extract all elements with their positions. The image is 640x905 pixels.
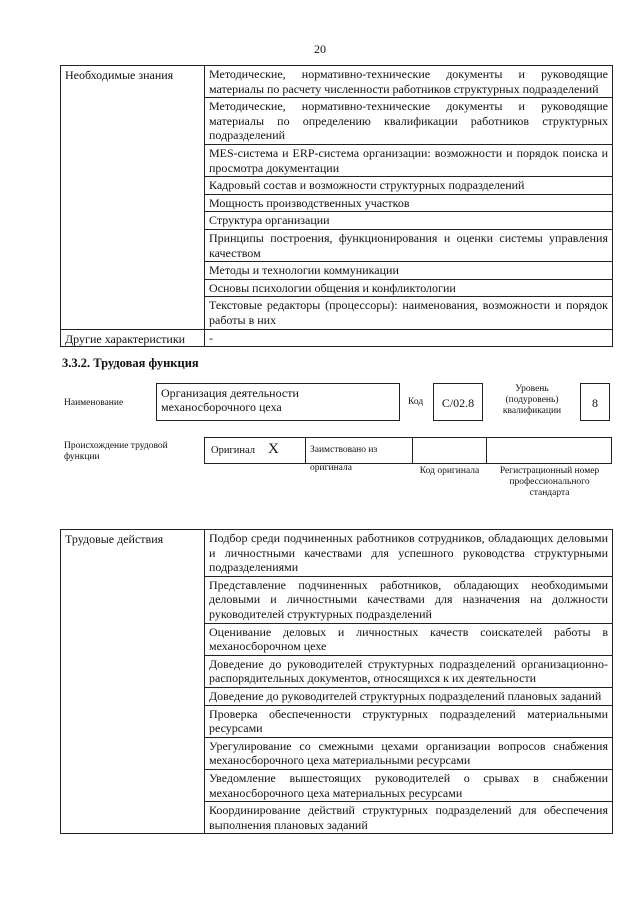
knowledge-table: [60, 65, 613, 347]
labor-action-item: Оценивание деловых и личностных качеств соискателей работы в механосборочном цехе: [205, 623, 613, 655]
labor-action-item: Представление подчиненных работников, обладающих необходимыми деловыми и личностными качествами для назначения на должности руководителей структурных подразделений: [205, 576, 613, 623]
level-value-box: [580, 383, 610, 421]
original-mark: X: [268, 441, 279, 457]
labor-action-item: Урегулирование со смежными цехами организации вопросов снабжения механосборочного цеха материальными ресурсами: [205, 737, 613, 769]
name-value-box: [156, 383, 400, 421]
knowledge-item: Методические, нормативно-технические документы и руководящие материалы по определению квалификации работников структурных подразделений: [205, 98, 613, 145]
knowledge-item: Принципы построения, функционирования и оценки системы управления качеством: [205, 229, 613, 261]
code-value-box: [433, 383, 483, 421]
registration-number-cell: [486, 437, 612, 464]
page-number: 20: [314, 42, 326, 56]
labor-actions-label: Трудовые действия: [61, 530, 205, 834]
labor-action-item: Координирование действий структурных подразделений для обеспечения выполнения плановых заданий: [205, 802, 613, 834]
other-characteristics-value: -: [205, 329, 613, 347]
knowledge-item: Текстовые редакторы (процессоры): наименования, возможности и порядок работы в них: [205, 297, 613, 329]
code-value: С/02.8: [441, 396, 475, 410]
knowledge-item: Кадровый состав и возможности структурных подразделений: [205, 177, 613, 195]
origin-label: Происхождение трудовой функции: [64, 441, 168, 462]
name-label: Наименование: [64, 398, 124, 408]
knowledge-item: Структура организации: [205, 212, 613, 230]
section-heading: 3.3.2. Трудовая функция: [62, 356, 199, 370]
knowledge-item: Основы психологии общения и конфликтологии: [205, 279, 613, 297]
original-label: Оригинал: [211, 445, 255, 456]
original-cell: [204, 437, 306, 464]
other-characteristics-label: Другие характеристики: [61, 329, 205, 347]
knowledge-item: Методические, нормативно-технические документы и руководящие материалы по расчету численности работников структурных подразделений: [205, 66, 613, 98]
knowledge-item: MES-система и ERP-система организации: возможности и порядок поиска и просмотра документации: [205, 144, 613, 176]
borrowed-label: Заимствовано из оригинала: [310, 445, 378, 473]
knowledge-item: Мощность производственных участков: [205, 194, 613, 212]
labor-action-item: Доведение до руководителей структурных подразделений плановых заданий: [205, 687, 613, 705]
original-code-cell: [412, 437, 487, 464]
labor-action-item: Доведение до руководителей структурных подразделений организационно-распорядительных документов, относящихся к их деятельности: [205, 655, 613, 687]
borrowed-cell: [305, 437, 413, 473]
labor-action-item: Проверка обеспеченности структурных подразделений материальными ресурсами: [205, 705, 613, 737]
labor-action-item: Подбор среди подчиненных работников сотрудников, обладающих деловыми и личностными качествами для успешного руководства структурными подразделениями: [205, 530, 613, 577]
code-label: Код: [408, 397, 424, 407]
name-value: Организация деятельности механосборочного цеха: [161, 386, 299, 414]
knowledge-item: Методы и технологии коммуникации: [205, 262, 613, 280]
level-label: Уровень (подуровень) квалификации: [502, 384, 562, 416]
code-caption: Код оригинала: [419, 466, 480, 476]
labor-actions-table: [60, 529, 613, 834]
required-knowledge-label: Необходимые знания: [61, 66, 205, 330]
registration-caption: Регистрационный номер профессионального стандарта: [499, 466, 600, 498]
labor-action-item: Уведомление вышестоящих руководителей о срывах в снабжении механосборочного цеха материальных ресурсами: [205, 769, 613, 801]
level-value: 8: [592, 396, 598, 410]
